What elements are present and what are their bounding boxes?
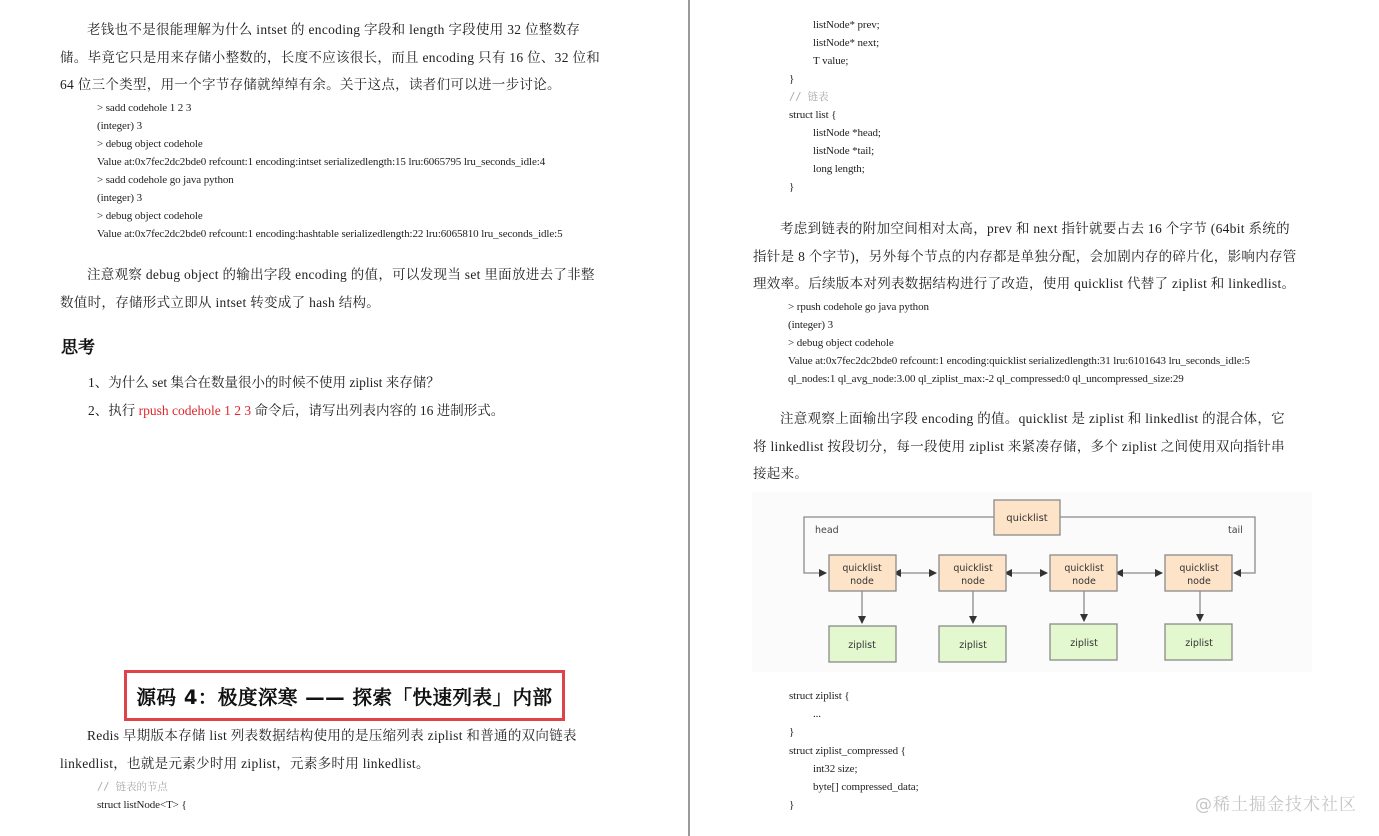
svg-text:ziplist: ziplist xyxy=(1070,638,1098,649)
ziplist-2 xyxy=(939,626,1006,662)
text-line: 数值时，存储形式立即从 intset 转变成了 hash 结构。 xyxy=(60,294,381,310)
diagram-head-label: head xyxy=(815,525,839,536)
ziplist-struct-code-block xyxy=(789,687,919,814)
svg-text:ziplist: ziplist xyxy=(959,640,987,651)
watermark: @稀土掘金技术社区 xyxy=(1195,795,1357,815)
ziplist-4 xyxy=(1165,624,1232,660)
question-2-suffix: 命令后，请写出列表内容的 16 进制形式。 xyxy=(251,403,505,418)
page-divider xyxy=(688,0,690,836)
code-comment: // 链表的节点 xyxy=(97,781,168,793)
svg-text:node: node xyxy=(850,576,874,587)
code-line: } xyxy=(789,799,795,812)
code-line: (integer) 3 xyxy=(788,319,834,331)
code-line: byte[] compressed_data; xyxy=(813,781,919,794)
text-line: 理效率。后续版本对列表数据结构进行了改造，使用 quicklist 代替了 ziplist 和 linkedlist。 xyxy=(753,276,1296,291)
code-line: struct ziplist { xyxy=(789,690,850,702)
section-heading-think: 思考 xyxy=(61,338,95,358)
quicklist-node-1 xyxy=(829,555,896,591)
code-line: listNode* next; xyxy=(813,37,880,49)
svg-text:node: node xyxy=(1072,576,1096,587)
listnode-code-block xyxy=(97,778,187,814)
question-2-command: rpush codehole 1 2 3 xyxy=(138,403,252,418)
code-line: T value; xyxy=(813,55,849,67)
diagram-tail-label: tail xyxy=(1228,525,1243,536)
svg-text:quicklist: quicklist xyxy=(1179,563,1219,574)
code-line: listNode *tail; xyxy=(813,145,875,157)
debug-object-paragraph xyxy=(60,261,595,316)
text-line: linkedlist，也就是元素少时用 ziplist，元素多时用 linkedlist。 xyxy=(60,755,430,771)
code-line: struct ziplist_compressed { xyxy=(789,744,906,757)
quicklist-structure-diagram xyxy=(752,492,1312,672)
code-line: int32 size; xyxy=(813,762,858,775)
linkedlist-overhead-paragraph xyxy=(753,215,1297,298)
text-line: 接起来。 xyxy=(753,466,809,481)
diagram-root-label: quicklist xyxy=(1006,513,1048,524)
text-line: 注意观察 debug object 的输出字段 encoding 的值，可以发现当 set 里面放进去了非整 xyxy=(87,267,595,282)
code-line: Value at:0x7fec2dc2bde0 refcount:1 encoding:intset serializedlength:15 lru:6065795 lru_seconds_idle:4 xyxy=(97,156,546,168)
code-line: > sadd codehole 1 2 3 xyxy=(97,102,192,114)
sadd-code-block xyxy=(97,99,563,243)
svg-text:quicklist: quicklist xyxy=(953,563,993,574)
text-line: 储。毕竟它只是用来存储小整数的，长度不应该很长，而且 encoding 只有 16 位、32 位和 xyxy=(60,49,601,65)
code-line: > debug object codehole xyxy=(97,210,203,222)
quicklist-explanation-paragraph xyxy=(753,405,1285,488)
code-line: listNode* prev; xyxy=(813,19,880,31)
code-line: (integer) 3 xyxy=(97,192,143,204)
redis-list-intro-paragraph xyxy=(60,722,577,777)
svg-text:quicklist: quicklist xyxy=(1064,563,1104,574)
code-line: Value at:0x7fec2dc2bde0 refcount:1 encoding:quicklist serializedlength:31 lru:6101643 lru_seconds_idle:5 xyxy=(788,355,1250,367)
svg-text:ziplist: ziplist xyxy=(848,640,876,651)
code-comment: // 链表 xyxy=(789,91,829,103)
svg-text:ziplist: ziplist xyxy=(1185,638,1213,649)
code-line: > rpush codehole go java python xyxy=(788,301,929,313)
code-line: Value at:0x7fec2dc2bde0 refcount:1 encoding:hashtable serializedlength:22 lru:6065810 lru_seconds_idle:5 xyxy=(97,228,563,240)
code-line: > debug object codehole xyxy=(97,138,203,150)
svg-text:quicklist: quicklist xyxy=(842,563,882,574)
code-line: } xyxy=(789,73,795,85)
code-line: ... xyxy=(813,708,821,721)
ziplist-1 xyxy=(829,626,896,662)
question-list xyxy=(88,369,504,425)
code-line: struct list { xyxy=(789,109,837,121)
svg-text:node: node xyxy=(1187,576,1211,587)
text-line: 考虑到链表的附加空间相对太高，prev 和 next 指针就要占去 16 个字节 (64bit 系统的 xyxy=(780,221,1290,236)
code-line: long length; xyxy=(813,163,865,175)
text-line: Redis 早期版本存储 list 列表数据结构使用的是压缩列表 ziplist 和普通的双向链表 xyxy=(87,728,577,743)
list-struct-code-block xyxy=(789,16,881,196)
quicklist-node-4 xyxy=(1165,555,1232,591)
svg-text:node: node xyxy=(961,576,985,587)
intset-encoding-paragraph xyxy=(60,16,600,99)
code-line: > debug object codehole xyxy=(788,337,894,349)
chapter-title-box xyxy=(124,670,565,721)
text-line: 64 位三个类型，用一个字节存储就绰绰有余。关于这点，读者们可以进一步讨论。 xyxy=(60,77,561,92)
rpush-code-block xyxy=(788,298,1250,388)
text-line: 将 linkedlist 按段切分，每一段使用 ziplist 来紧凑存储，多个 ziplist 之间使用双向指针串 xyxy=(753,438,1285,454)
chapter-title: 源码 4：极度深寒 —— 探索「快速列表」内部 xyxy=(136,685,553,709)
left-page xyxy=(0,0,689,836)
code-line: listNode *head; xyxy=(813,127,881,139)
question-1: 1、为什么 set 集合在数量很小的时候不使用 ziplist 来存储？ xyxy=(88,375,440,390)
code-line: > sadd codehole go java python xyxy=(97,174,234,186)
quicklist-node-2 xyxy=(939,555,1006,591)
quicklist-node-3 xyxy=(1050,555,1117,591)
text-line: 注意观察上面输出字段 encoding 的值。quicklist 是 ziplist 和 linkedlist 的混合体，它 xyxy=(780,411,1285,426)
code-line: } xyxy=(789,181,795,193)
code-line: (integer) 3 xyxy=(97,120,143,132)
question-2 xyxy=(88,397,504,425)
question-2-prefix: 2、执行 xyxy=(88,403,139,418)
code-line: struct listNode<T> { xyxy=(97,799,187,811)
ziplist-3 xyxy=(1050,624,1117,660)
code-line: } xyxy=(789,726,795,739)
text-line: 老钱也不是很能理解为什么 intset 的 encoding 字段和 length 字段使用 32 位整数存 xyxy=(87,22,581,37)
code-line: ql_nodes:1 ql_avg_node:3.00 ql_ziplist_max:-2 ql_compressed:0 ql_uncompressed_size:29 xyxy=(788,373,1184,385)
text-line: 指针是 8 个字节)，另外每个节点的内存都是单独分配，会加剧内存的碎片化，影响内存管 xyxy=(753,248,1297,264)
quicklist-root-node xyxy=(994,500,1060,535)
